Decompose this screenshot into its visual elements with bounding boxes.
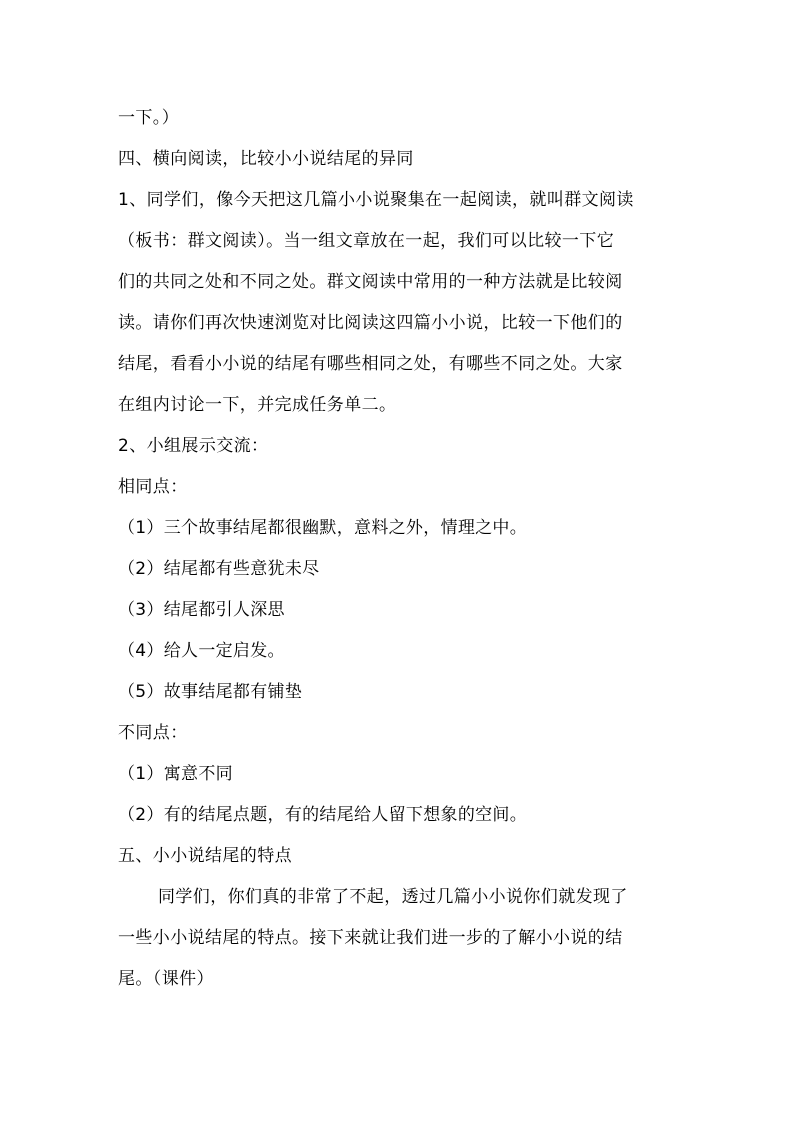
- subheading: 相同点：: [118, 477, 188, 497]
- paragraph-first-line: 同学们，你们真的非常了不起，透过几篇小小说你们就发现了: [158, 887, 628, 907]
- text-line: 一下。）: [118, 108, 180, 128]
- list-item: （1）三个故事结尾都很幽默，意料之外，情理之中。: [118, 518, 528, 538]
- text-line: 尾。（课件）: [118, 969, 214, 989]
- section-heading: 五、小小说结尾的特点: [118, 846, 292, 866]
- subheading: 不同点：: [118, 723, 188, 743]
- text-line: （板书：群文阅读）。当一组文章放在一起，我们可以比较一下它: [118, 231, 615, 251]
- text-line: 们的共同之处和不同之处。群文阅读中常用的一种方法就是比较阅: [118, 272, 623, 292]
- list-item: （5）故事结尾都有铺垫: [118, 682, 303, 702]
- list-item: （4）给人一定启发。: [118, 641, 285, 661]
- section-heading: 四、横向阅读，比较小小说结尾的异同: [118, 149, 414, 169]
- text-line: 1、同学们，像今天把这几篇小小说聚集在一起阅读，就叫群文阅读: [118, 190, 634, 210]
- document-body: [118, 98, 684, 1000]
- list-item: （2）结尾都有些意犹未尽: [118, 559, 320, 579]
- text-line: 结尾，看看小小说的结尾有哪些相同之处，有哪些不同之处。大家: [118, 354, 623, 374]
- list-item: （3）结尾都引人深思: [118, 600, 285, 620]
- list-item: （2）有的结尾点题，有的结尾给人留下想象的空间。: [118, 805, 528, 825]
- text-line: 读。请你们再次快速浏览对比阅读这四篇小小说，比较一下他们的: [118, 313, 623, 333]
- list-item: （1）寓意不同: [118, 764, 233, 784]
- text-line: 在组内讨论一下，并完成任务单二。: [118, 395, 397, 415]
- text-line: 2、小组展示交流：: [118, 436, 269, 456]
- text-line: 一些小小说结尾的特点。接下来就让我们进一步的了解小小说的结: [118, 928, 623, 948]
